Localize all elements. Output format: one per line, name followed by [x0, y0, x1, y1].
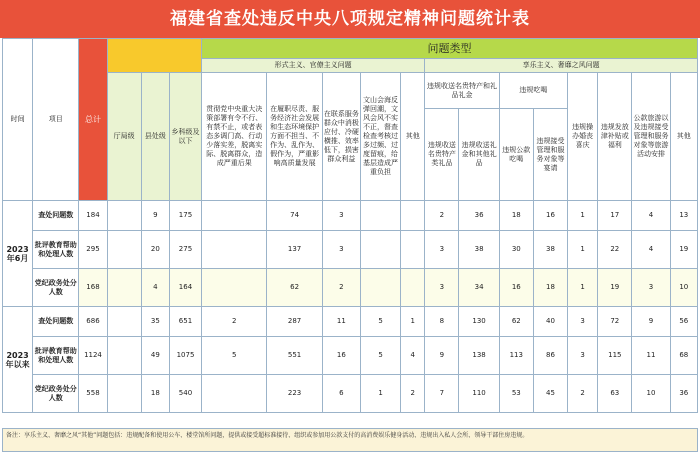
stats-table	[2, 38, 698, 413]
cell-f4	[360, 269, 400, 307]
cell-h2b: 16	[533, 201, 567, 231]
cell-h6: 56	[670, 307, 697, 337]
cell-h5: 11	[632, 337, 670, 375]
cell-h1a: 9	[425, 337, 459, 375]
cell-h5: 4	[632, 231, 670, 269]
cell-h2a: 18	[499, 201, 533, 231]
cell-f4	[360, 231, 400, 269]
cell-h3: 2	[568, 375, 598, 413]
header-h1a: 违规收送名贵特产类礼品	[425, 109, 459, 201]
cell-h6: 36	[670, 375, 697, 413]
cell-f2: 551	[267, 337, 322, 375]
cell-f5	[401, 269, 425, 307]
cell-h6: 10	[670, 269, 697, 307]
cell-ting	[107, 201, 141, 231]
cell-f3: 3	[322, 231, 360, 269]
cell-h5: 10	[632, 375, 670, 413]
table-row	[3, 375, 698, 413]
cell-h1a: 2	[425, 201, 459, 231]
cell-f2: 62	[267, 269, 322, 307]
cell-h2a: 62	[499, 307, 533, 337]
cell-f4	[360, 201, 400, 231]
header-f2: 在履职尽责、服务经济社会发展和生态环境保护方面不担当、不作为、乱作为、假作为，严重影响高质量发展	[267, 73, 322, 201]
cell-h1b: 36	[459, 201, 499, 231]
cell-total: 1124	[79, 337, 107, 375]
cell-h3: 1	[568, 269, 598, 307]
cell-xian: 49	[141, 337, 169, 375]
cell-h4: 17	[598, 201, 632, 231]
cell-f3: 2	[322, 269, 360, 307]
cell-h1b: 138	[459, 337, 499, 375]
cell-h4: 115	[598, 337, 632, 375]
cell-h3: 1	[568, 201, 598, 231]
cell-h3: 1	[568, 231, 598, 269]
cell-h6: 19	[670, 231, 697, 269]
cell-h2a: 16	[499, 269, 533, 307]
table-row	[3, 307, 698, 337]
cell-h1a: 7	[425, 375, 459, 413]
cell-h2a: 53	[499, 375, 533, 413]
cell-f5: 1	[401, 307, 425, 337]
table-row	[3, 269, 698, 307]
cell-total: 168	[79, 269, 107, 307]
cell-ting	[107, 337, 141, 375]
cell-xiang: 651	[169, 307, 201, 337]
header-xian: 县处级	[141, 73, 169, 201]
table-row	[3, 231, 698, 269]
cell-h1a: 3	[425, 269, 459, 307]
cell-xian: 35	[141, 307, 169, 337]
header-ting: 厅局级	[107, 73, 141, 201]
cell-f4: 5	[360, 307, 400, 337]
table-row	[3, 337, 698, 375]
cell-total: 686	[79, 307, 107, 337]
cell-ting	[107, 375, 141, 413]
cell-h2a: 113	[499, 337, 533, 375]
header-xiang: 乡科级及以下	[169, 73, 201, 201]
header-h5: 公款旅游以及违规接受管理和服务对象等旅游活动安排	[632, 73, 670, 201]
table-body	[3, 201, 698, 413]
cell-xiang: 540	[169, 375, 201, 413]
cell-xiang: 164	[169, 269, 201, 307]
cell-h4: 72	[598, 307, 632, 337]
header-item: 项目	[33, 39, 79, 201]
cell-xian: 18	[141, 375, 169, 413]
header-total: 总计	[79, 39, 107, 201]
header-h1: 违规收送名贵特产和礼品礼金	[425, 73, 499, 109]
cell-f4: 5	[360, 337, 400, 375]
header-h2: 违规吃喝	[499, 73, 567, 109]
header-h1b: 违规收送礼金和其他礼品	[459, 109, 499, 201]
cell-h2b: 38	[533, 231, 567, 269]
cell-h6: 13	[670, 201, 697, 231]
header-formalism: 形式主义、官僚主义问题	[202, 59, 425, 73]
cell-f1	[202, 375, 267, 413]
cell-ting	[107, 307, 141, 337]
cell-xiang: 1075	[169, 337, 201, 375]
cell-xian: 20	[141, 231, 169, 269]
cell-f2: 74	[267, 201, 322, 231]
row-label: 查处问题数	[33, 201, 79, 231]
group-time: 2023年6月	[3, 201, 33, 307]
header-f3: 在联系服务群众中消极应付、冷硬横推、效率低下，损害群众利益	[322, 73, 360, 201]
cell-total: 295	[79, 231, 107, 269]
header-hedonism: 享乐主义、奢靡之风问题	[425, 59, 698, 73]
cell-f3: 3	[322, 201, 360, 231]
header-h4: 违规发放津补贴或福利	[598, 73, 632, 201]
cell-h1b: 34	[459, 269, 499, 307]
cell-f5: 4	[401, 337, 425, 375]
cell-f5	[401, 201, 425, 231]
cell-xiang: 175	[169, 201, 201, 231]
cell-h2b: 40	[533, 307, 567, 337]
footnote: 备注：享乐主义、奢靡之风“其他”问题包括：违规配备和使用公车、楼堂馆所问题，提供或接受超标准接待、组织或参加用公款支付的高消费娱乐健身活动、违规出入私人会所、领导干部住房违规。	[2, 428, 698, 452]
header-h2b: 违规接受管理和服务对象等宴请	[533, 109, 567, 201]
cell-f1	[202, 269, 267, 307]
cell-ting	[107, 269, 141, 307]
cell-f3: 6	[322, 375, 360, 413]
cell-h6: 68	[670, 337, 697, 375]
header-h3: 违规操办婚丧喜庆	[568, 73, 598, 201]
cell-f3: 11	[322, 307, 360, 337]
cell-h2b: 45	[533, 375, 567, 413]
cell-f4: 1	[360, 375, 400, 413]
table-row	[3, 201, 698, 231]
header-time: 时间	[3, 39, 33, 201]
cell-h3: 3	[568, 307, 598, 337]
cell-h1b: 110	[459, 375, 499, 413]
cell-h1a: 8	[425, 307, 459, 337]
cell-h1a: 3	[425, 231, 459, 269]
cell-h5: 9	[632, 307, 670, 337]
header-level-blank	[107, 39, 202, 73]
row-label: 党纪政务处分人数	[33, 269, 79, 307]
cell-f1	[202, 231, 267, 269]
cell-h3: 3	[568, 337, 598, 375]
header-h2a: 违规公款吃喝	[499, 109, 533, 201]
cell-xian: 4	[141, 269, 169, 307]
cell-f3: 16	[322, 337, 360, 375]
cell-xiang: 275	[169, 231, 201, 269]
row-label: 查处问题数	[33, 307, 79, 337]
cell-f5: 2	[401, 375, 425, 413]
group-time: 2023年以来	[3, 307, 33, 413]
cell-h2a: 30	[499, 231, 533, 269]
row-label: 党纪政务处分人数	[33, 375, 79, 413]
cell-f2: 137	[267, 231, 322, 269]
cell-h4: 63	[598, 375, 632, 413]
cell-h2b: 86	[533, 337, 567, 375]
cell-total: 184	[79, 201, 107, 231]
cell-h4: 22	[598, 231, 632, 269]
cell-h2b: 18	[533, 269, 567, 307]
cell-f1	[202, 201, 267, 231]
header-f4: 文山会海反弹回潮，文风会风不实不正，督查检查考核过多过频、过度留痕，给基层造成严重负担	[360, 73, 400, 201]
header-problem-type: 问题类型	[202, 39, 698, 59]
cell-h5: 4	[632, 201, 670, 231]
row-label: 批评教育帮助和处理人数	[33, 337, 79, 375]
header-f5: 其他	[401, 73, 425, 201]
cell-xian: 9	[141, 201, 169, 231]
cell-f1: 5	[202, 337, 267, 375]
cell-h1b: 130	[459, 307, 499, 337]
header-f1: 贯彻党中央重大决策部署有令不行、有禁不止，或者表态多调门高、行动少落实差，脱离实际、脱离群众，造成严重后果	[202, 73, 267, 201]
header-h6: 其他	[670, 73, 697, 201]
cell-h1b: 38	[459, 231, 499, 269]
cell-f1: 2	[202, 307, 267, 337]
cell-f2: 223	[267, 375, 322, 413]
row-label: 批评教育帮助和处理人数	[33, 231, 79, 269]
cell-f5	[401, 231, 425, 269]
page-title: 福建省查处违反中央八项规定精神问题统计表	[0, 0, 700, 38]
cell-h5: 3	[632, 269, 670, 307]
cell-h4: 19	[598, 269, 632, 307]
cell-total: 558	[79, 375, 107, 413]
cell-ting	[107, 231, 141, 269]
cell-f2: 287	[267, 307, 322, 337]
